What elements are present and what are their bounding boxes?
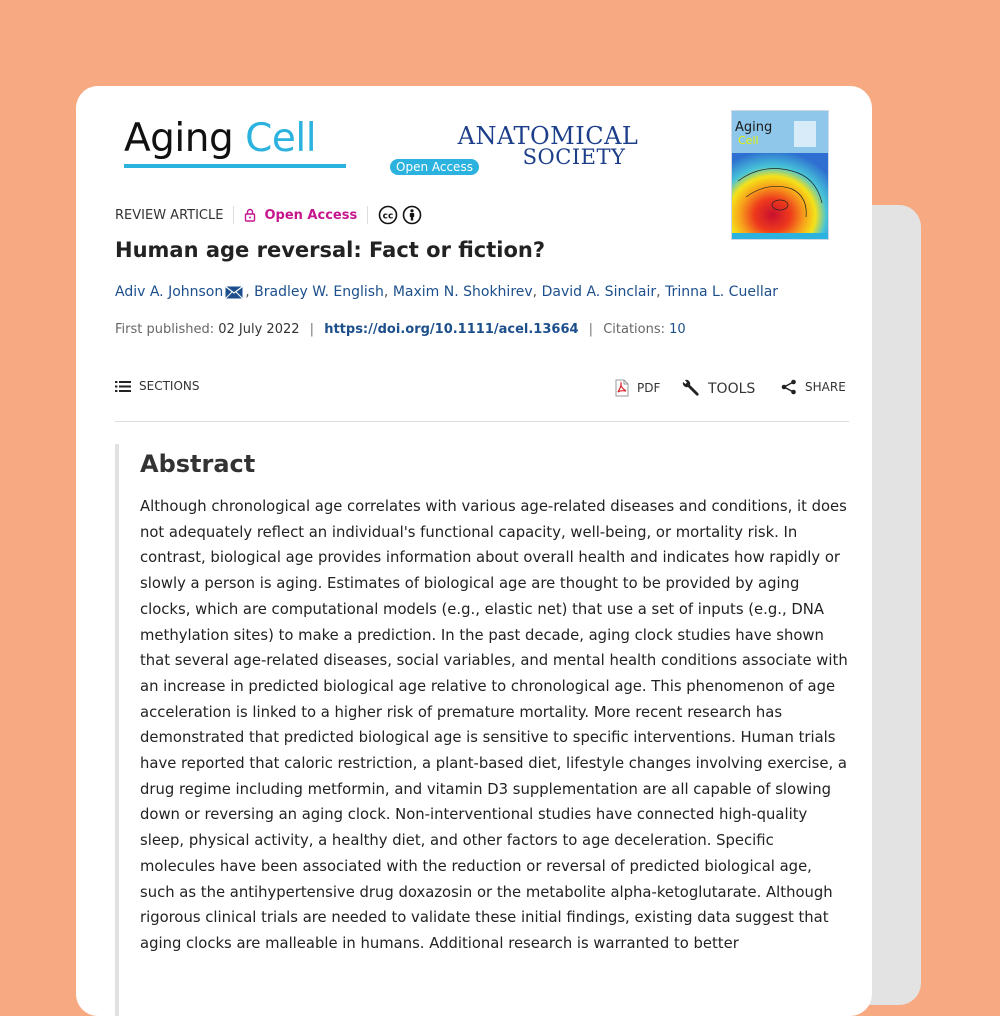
published-label: First published: bbox=[115, 322, 215, 337]
info-separator: | bbox=[309, 322, 315, 337]
author-list bbox=[115, 284, 778, 300]
cover-title-1: Aging bbox=[735, 120, 773, 135]
article-meta-row bbox=[115, 204, 422, 226]
abstract-text: Although chronological age correlates with various age-related diseases and conditions, it does not adequately reflect an individual's functional capacity, well-being, or mortality risk. In contrast, biological age provides information about overall health and indicates how rapidly or slowly a person is aging. Estimates of biological age are thought to be provided by aging clocks, which are computational models (e.g., elastic net) that use a set of inputs (e.g., DNA methylation sites) to make a prediction. In the past decade, aging clock studies have shown that several age-related diseases, social variables, and mental health conditions associate with an increase in predicted biological age relative to chronological age. This phenomenon of age acceleration is linked to a higher risk of premature mortality. More recent research has demonstrated that predicted biological age is sensitive to specific interventions. Human trials have reported that caloric restriction, a plant-based diet, lifestyle changes involving exercise, a drug regime including metformin, and vitamin D3 supplementation are all capable of slowing down or reversing an aging clock. Non-interventional studies have connected high-quality sleep, physical activity, a healthy diet, and other factors to age deceleration. Specific molecules have been associated with the reduction or reversal of predicted biological age, such as the antihypertensive drug doxazosin or the metabolite alpha-ketoglutarate. Although rigorous clinical trials are needed to validate these initial findings, existing data suggest that aging clocks are malleable in humans. Additional research is warranted to better bbox=[140, 498, 848, 952]
journal-cover-thumbnail[interactable] bbox=[731, 110, 829, 240]
article-type: REVIEW ARTICLE bbox=[115, 207, 224, 223]
pdf-button[interactable] bbox=[615, 379, 660, 397]
sections-button[interactable] bbox=[115, 379, 200, 393]
publication-info bbox=[115, 322, 686, 337]
published-date: 02 July 2022 bbox=[218, 322, 300, 337]
citations-count-link[interactable]: 10 bbox=[669, 322, 686, 337]
society-line-1: ANATOMICAL bbox=[457, 122, 639, 150]
citations-label: Citations: bbox=[603, 322, 666, 337]
open-access-link[interactable] bbox=[244, 208, 357, 223]
creative-commons-icon bbox=[378, 205, 398, 225]
author-separator: , bbox=[383, 284, 389, 300]
list-icon bbox=[115, 380, 131, 393]
author-link[interactable]: Maxim N. Shokhirev bbox=[392, 284, 533, 300]
envelope-icon[interactable] bbox=[225, 286, 243, 299]
attribution-icon bbox=[402, 205, 422, 225]
aging-cell-wordmark: Aging Cell bbox=[124, 116, 317, 161]
sections-label: SECTIONS bbox=[139, 379, 200, 393]
article-toolbar bbox=[115, 379, 849, 403]
tools-button[interactable] bbox=[680, 379, 755, 399]
wrench-icon bbox=[680, 379, 700, 399]
pdf-label: PDF bbox=[637, 381, 661, 395]
share-label: SHARE bbox=[805, 380, 846, 394]
toolbar-divider bbox=[115, 421, 849, 422]
abstract-heading: Abstract bbox=[140, 450, 256, 478]
article-card bbox=[76, 86, 872, 1016]
aging-cell-logo[interactable] bbox=[124, 116, 473, 178]
cover-title-2: Cell bbox=[738, 134, 759, 147]
license-icons[interactable] bbox=[378, 205, 422, 225]
article-title: Human age reversal: Fact or fiction? bbox=[115, 238, 546, 262]
anatomical-society-logo[interactable] bbox=[448, 122, 648, 169]
tools-label: TOOLS bbox=[708, 381, 756, 397]
society-line-2: SOCIETY bbox=[522, 145, 626, 169]
author-link[interactable]: David A. Sinclair bbox=[541, 284, 657, 300]
author-separator: , bbox=[532, 284, 538, 300]
svg-text:cc: cc bbox=[382, 211, 394, 222]
open-access-label: Open Access bbox=[264, 207, 358, 223]
info-separator: | bbox=[588, 322, 594, 337]
doi-link[interactable]: https://doi.org/10.1111/acel.13664 bbox=[324, 322, 579, 337]
lock-icon bbox=[244, 208, 256, 222]
pdf-icon bbox=[615, 379, 629, 397]
logo-underline bbox=[124, 164, 346, 168]
open-access-badge: Open Access bbox=[390, 159, 479, 175]
abstract-section bbox=[115, 444, 848, 1016]
meta-divider bbox=[233, 206, 234, 224]
share-button[interactable] bbox=[781, 379, 846, 395]
author-separator: , bbox=[656, 284, 661, 300]
author-link[interactable]: Trinna L. Cuellar bbox=[665, 284, 779, 300]
share-icon bbox=[781, 379, 797, 395]
meta-divider bbox=[367, 206, 368, 224]
author-link[interactable]: Adiv A. Johnson bbox=[115, 284, 224, 300]
author-separator: , bbox=[245, 284, 250, 300]
author-link[interactable]: Bradley W. English bbox=[254, 284, 384, 300]
